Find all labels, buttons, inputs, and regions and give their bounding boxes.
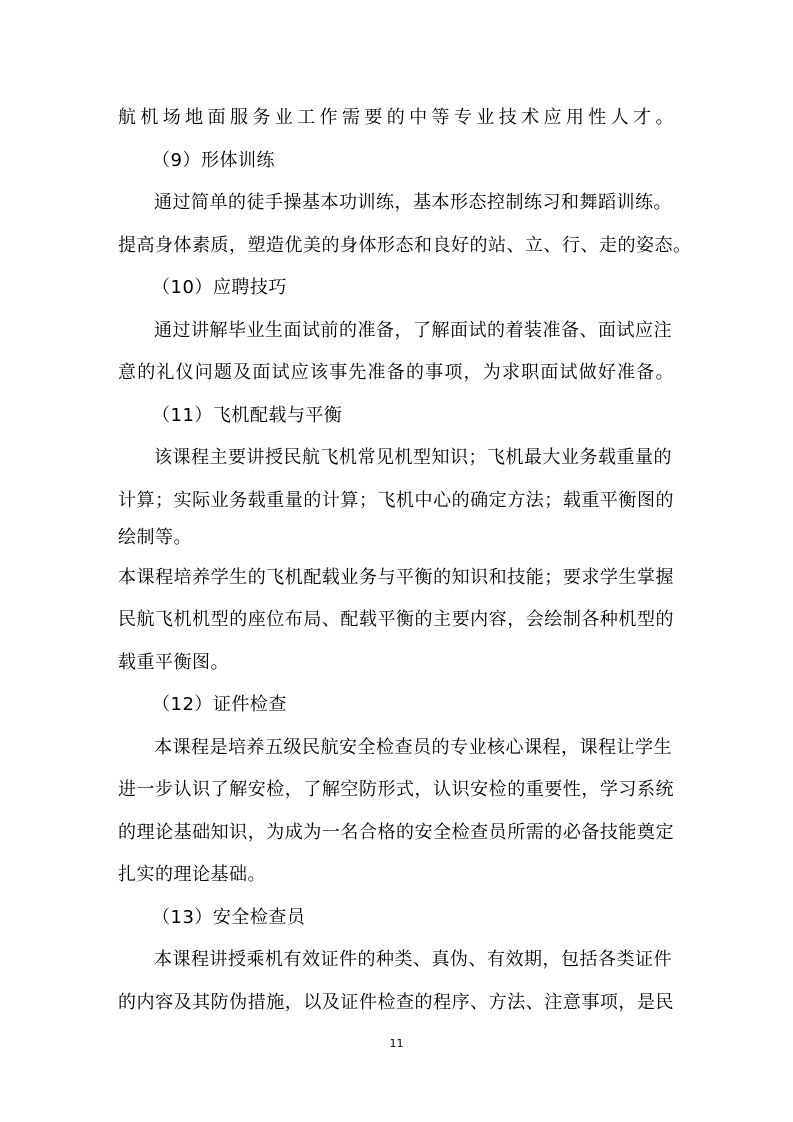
text-line-16: 本课程是培养五级民航安全检查员的专业核心课程，课程让学生 [154,737,672,758]
text-line-1: 航机场地面服务业工作需要的中等专业技术应用性人才。 [118,107,674,128]
text-line-13: 民航飞机机型的座位布局、配载平衡的主要内容，会绘制各种机型的 [118,609,674,630]
section-heading-13: （13）安全检查员 [152,907,306,928]
text-line-10: 计算；实际业务载重量的计算；飞机中心的确定方法；载重平衡图的 [118,490,674,511]
section-heading-11: （11）飞机配载与平衡 [152,405,343,426]
text-line-9: 该课程主要讲授民航飞机常见机型知识；飞机最大业务载重量的 [154,447,672,468]
section-heading-10: （10）应聘技巧 [152,277,287,298]
text-line-11: 绘制等。 [118,527,192,548]
text-line-12: 本课程培养学生的飞机配载业务与平衡的知识和技能；要求学生掌握 [118,567,674,588]
text-line-17: 进一步认识了解安检，了解空防形式，认识安检的重要性，学习系统 [118,779,674,800]
text-line-18: 的理论基础知识，为成为一名合格的安全检查员所需的必备技能奠定 [118,822,674,843]
text-line-19: 扎实的理论基础。 [118,864,266,885]
text-line-14: 载重平衡图。 [118,652,229,673]
text-line-4: 提高身体素质，塑造优美的身体形态和良好的站、立、行、走的姿态。 [118,235,692,256]
page-number: 11 [389,1037,404,1050]
section-heading-9: （9）形体训练 [152,150,275,171]
text-line-22: 的内容及其防伪措施，以及证件检查的程序、方法、注意事项，是民 [118,992,674,1013]
text-line-6: 通过讲解毕业生面试前的准备，了解面试的着装准备、面试应注 [154,320,672,341]
section-heading-12: （12）证件检查 [152,694,287,715]
text-line-21: 本课程讲授乘机有效证件的种类、真伪、有效期，包括各类证件 [154,949,672,970]
text-line-7: 意的礼仪问题及面试应该事先准备的事项，为求职面试做好准备。 [118,362,674,383]
text-line-3: 通过简单的徒手操基本功训练，基本形态控制练习和舞蹈训练。 [154,192,672,213]
